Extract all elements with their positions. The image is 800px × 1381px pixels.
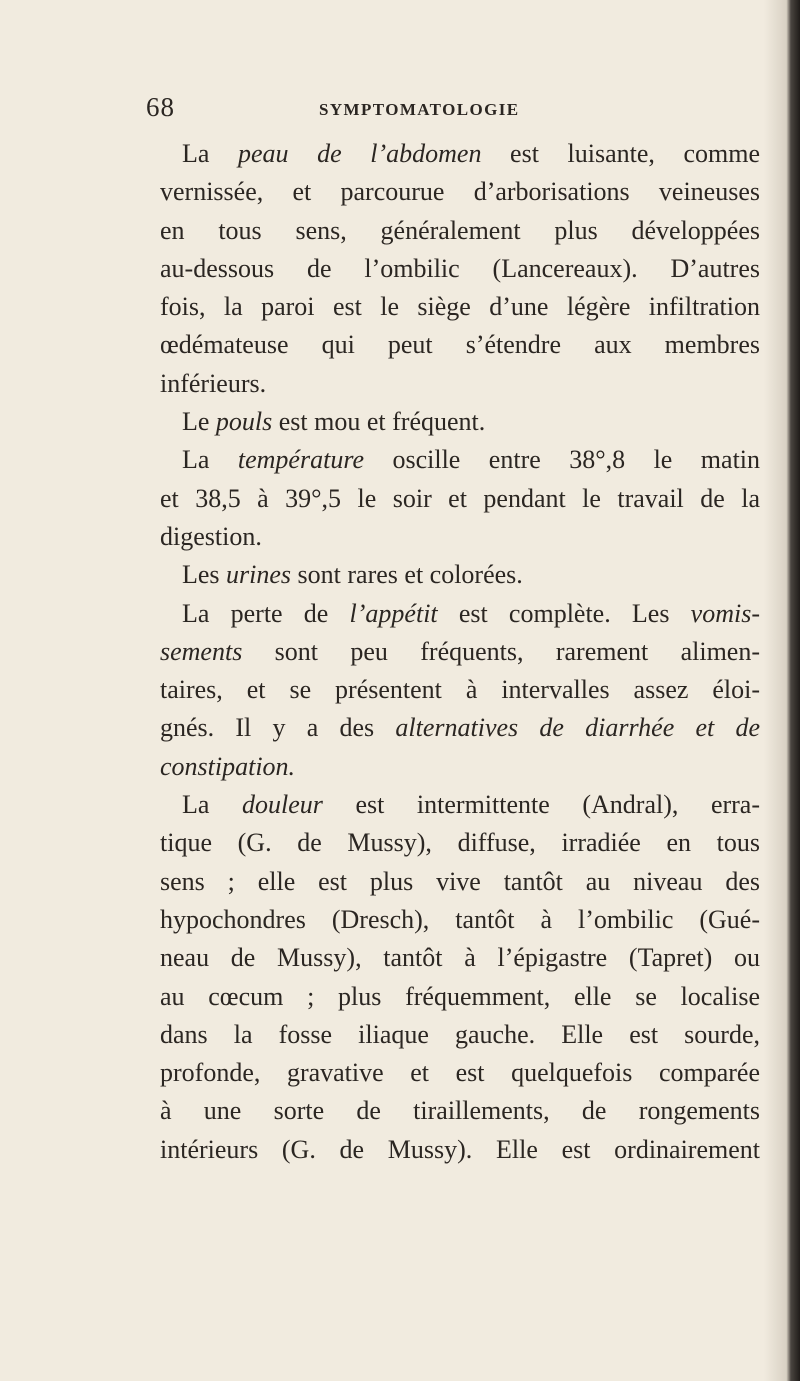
text-segment: La perte de — [182, 598, 350, 628]
page-header — [146, 92, 746, 126]
text-line — [160, 786, 760, 824]
text-segment: gnés. Il y a des — [160, 713, 396, 743]
text-line — [160, 403, 760, 441]
body-text — [160, 135, 760, 1169]
text-segment: est luisante, comme — [481, 139, 761, 168]
text-segment: œdémateuse qui peut s’étendre aux membres — [160, 330, 760, 360]
text-segment: taires, et se présentent à intervalles assez éloi- — [160, 675, 760, 705]
text-line — [160, 1092, 760, 1130]
text-segment: profonde, gravative et est quelquefois comparée — [160, 1058, 760, 1088]
text-line — [160, 480, 760, 518]
text-line — [160, 671, 760, 709]
text-segment: fois, la paroi est le siège d’une légère infiltration — [160, 292, 760, 322]
text-segment: Les — [182, 560, 227, 590]
text-line — [160, 173, 760, 211]
running-head: SYMPTOMATOLOGIE — [319, 100, 520, 119]
italic-text: vomis- — [690, 598, 760, 628]
text-line — [160, 441, 760, 479]
text-segment: à une sorte de tiraillements, de rongements — [160, 1096, 760, 1126]
text-segment: au-dessous de l’ombilic (Lancereaux). D’autres — [160, 253, 760, 283]
text-segment: La — [182, 790, 242, 820]
page-edge — [786, 0, 800, 1381]
text-segment: dans la fosse iliaque gauche. Elle est sourde, — [160, 1019, 760, 1049]
text-line — [160, 824, 760, 862]
text-line — [160, 595, 760, 633]
text-segment: en tous sens, généralement plus développées — [160, 215, 760, 245]
text-segment: est complète. Les — [437, 598, 691, 628]
page-number: 68 — [146, 92, 175, 122]
text-segment: inférieurs. — [160, 368, 267, 398]
italic-text: sements — [160, 636, 243, 666]
italic-text: douleur — [242, 790, 323, 820]
italic-text: constipation. — [160, 751, 296, 781]
text-line — [160, 1131, 760, 1169]
page-edge-shadow — [764, 0, 786, 1381]
text-segment: sont peu fréquents, rarement alimen- — [242, 636, 760, 666]
text-line — [160, 1054, 760, 1092]
text-segment: oscille entre 38°,8 le matin — [364, 445, 761, 475]
text-line — [160, 633, 760, 671]
text-line — [160, 365, 760, 403]
italic-text: l’appétit — [349, 598, 438, 628]
italic-text: pouls — [215, 407, 273, 437]
text-line — [160, 250, 760, 288]
text-segment: sont rares et colorées. — [291, 560, 523, 590]
text-line — [160, 939, 760, 977]
italic-text: peau de l’abdomen — [238, 139, 482, 168]
text-segment: et 38,5 à 39°,5 le soir et pendant le travail de la — [160, 483, 760, 513]
text-line — [160, 978, 760, 1016]
text-segment: La — [182, 139, 239, 168]
text-line — [160, 709, 760, 747]
text-line — [160, 901, 760, 939]
text-line — [160, 288, 760, 326]
text-segment: est mou et fréquent. — [272, 407, 486, 437]
italic-text: température — [237, 445, 365, 475]
text-segment: au cœcum ; plus fréquemment, elle se localise — [160, 981, 760, 1011]
text-line — [160, 135, 760, 173]
text-segment: est intermittente (Andral), erra- — [322, 790, 760, 820]
text-segment: hypochondres (Dresch), tantôt à l’ombilic (Gué- — [160, 904, 760, 934]
italic-text: urines — [226, 560, 292, 590]
text-line — [160, 863, 760, 901]
text-line — [160, 326, 760, 364]
text-line — [160, 556, 760, 594]
text-segment: intérieurs (G. de Mussy). Elle est ordinairement — [160, 1134, 760, 1164]
text-line — [160, 518, 760, 556]
text-segment: digestion. — [160, 521, 262, 551]
text-segment: La — [182, 445, 238, 475]
italic-text: alternatives de diarrhée et de — [395, 713, 760, 743]
text-segment: sens ; elle est plus vive tantôt au niveau des — [160, 866, 760, 896]
text-line — [160, 748, 760, 786]
text-line — [160, 212, 760, 250]
text-segment: vernissée, et parcourue d’arborisations veineuses — [160, 177, 760, 207]
text-segment: Le — [182, 407, 216, 437]
text-line — [160, 1016, 760, 1054]
text-segment: tique (G. de Mussy), diffuse, irradiée en tous — [160, 828, 760, 858]
text-segment: neau de Mussy), tantôt à l’épigastre (Tapret) ou — [160, 943, 760, 973]
